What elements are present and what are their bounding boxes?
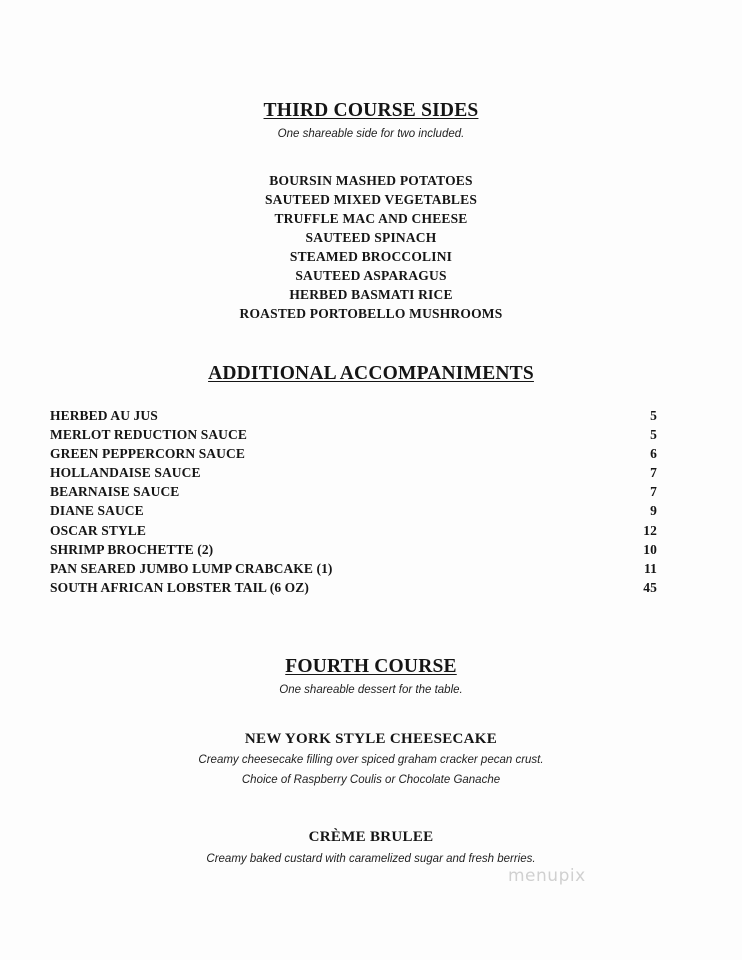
list-item: SAUTEED ASPARAGUS [295,268,447,283]
accompaniments-list [50,406,657,597]
item-name: SHRIMP BROCHETTE (2) [50,541,214,557]
list-item [50,463,657,482]
item-name: GREEN PEPPERCORN SAUCE [50,446,245,462]
list-item [50,578,657,597]
item-name: MERLOT REDUCTION SAUCE [50,427,247,443]
list-item [50,559,657,578]
dessert-name: CRÈME BRULEE [308,829,434,845]
item-name: HOLLANDAISE SAUCE [50,465,201,481]
list-item [50,425,657,444]
item-price: 12 [643,522,657,538]
item-name: PAN SEARED JUMBO LUMP CRABCAKE (1) [50,560,333,576]
list-item: SAUTEED MIXED VEGETABLES [264,192,478,207]
item-price: 11 [644,560,657,576]
list-item [50,501,657,520]
dessert-name: NEW YORK STYLE CHEESECAKE [244,731,498,747]
watermark: menupix [508,866,586,886]
list-item: SAUTEED SPINACH [305,230,437,245]
list-item [50,540,657,559]
item-price: 45 [643,579,657,595]
item-name: OSCAR STYLE [50,522,147,538]
item-price: 10 [643,541,657,557]
dessert-description: Creamy cheesecake filling over spiced graham cracker pecan crust. [198,754,544,766]
list-item [50,521,657,540]
item-name: DIANE SAUCE [50,503,144,519]
item-price: 5 [650,408,657,423]
item-price: 6 [650,446,657,462]
dessert-description: Choice of Raspberry Coulis or Chocolate Ganache [241,774,501,786]
dessert-description: Creamy baked custard with caramelized sugar and fresh berries. [206,853,536,865]
item-name: HERBED AU JUS [50,408,158,423]
item-price: 9 [650,503,657,519]
list-item: HERBED BASMATI RICE [289,287,453,302]
list-item [50,406,657,425]
item-price: 7 [650,465,657,481]
sides-list [0,171,742,323]
third-course-note: One shareable side for two included. [277,128,465,140]
third-course-title: THIRD COURSE SIDES [263,100,479,121]
fourth-course-note: One shareable dessert for the table. [279,684,463,696]
fourth-course-title: FOURTH COURSE [285,656,457,677]
item-name: SOUTH AFRICAN LOBSTER TAIL (6 OZ) [50,579,309,595]
list-item [50,444,657,463]
item-price: 7 [650,484,657,500]
list-item: ROASTED PORTOBELLO MUSHROOMS [239,306,503,321]
accompaniments-title: ADDITIONAL ACCOMPANIMENTS [208,363,534,384]
list-item [50,482,657,501]
item-price: 5 [650,427,657,443]
list-item: BOURSIN MASHED POTATOES [269,173,473,188]
list-item: STEAMED BROCCOLINI [289,249,453,264]
item-name: BEARNAISE SAUCE [50,484,180,500]
list-item: TRUFFLE MAC AND CHEESE [274,211,468,226]
